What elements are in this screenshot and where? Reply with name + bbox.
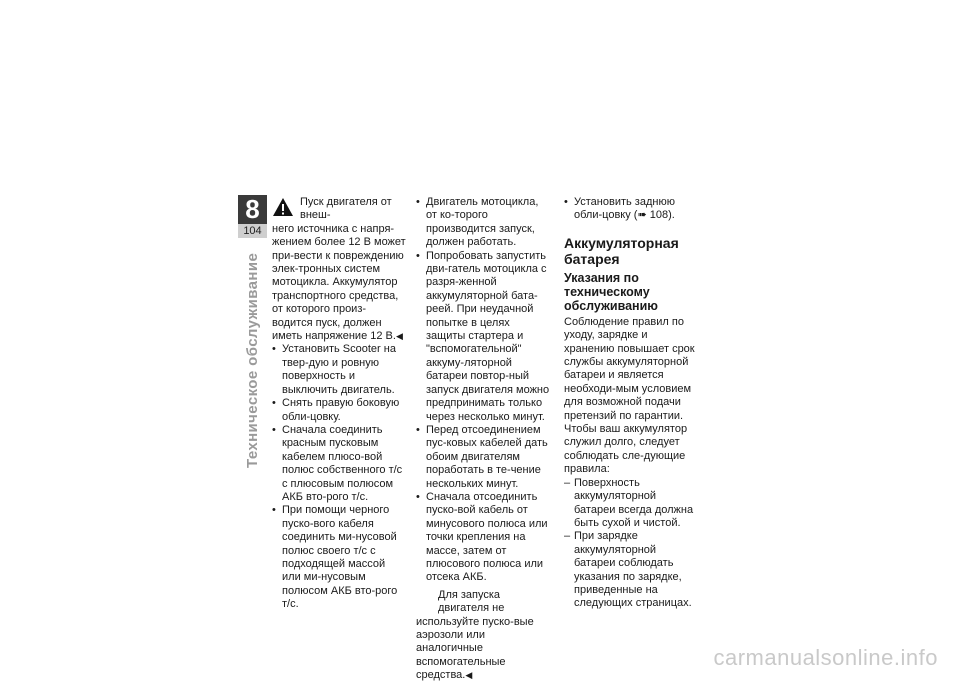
list-item: • Попробовать запустить дви-гатель мотоцикла с разря-женной аккумуляторной бата-реей. При неудачной попытке в целях защиты стартера и "вспомогательной" аккуму-ляторной батареи повтор-ный запуск двигателя можно предпринимать только через несколько минут. <box>416 249 550 423</box>
column-3 <box>564 196 700 611</box>
list-item: • Снять правую боковую обли-цовку. <box>272 397 400 423</box>
list-item: – При зарядке аккумуляторной батареи соблюдать указания по зарядке, приведенные на следующих страницах. <box>564 530 692 610</box>
chapter-tab <box>238 195 267 238</box>
subsection-heading: Указания по техническому обслуживанию <box>564 270 658 313</box>
watermark: carmanualsonline.info <box>713 645 938 670</box>
column-2 <box>416 196 552 683</box>
end-of-section-icon: ◀ <box>395 331 403 342</box>
section-title-vertical <box>238 240 267 470</box>
note-block <box>416 589 552 683</box>
note-indent <box>416 589 438 613</box>
list-item: • Перед отсоединением пус-ковых кабелей дать обоим двигателям поработать в те-чение нескольких минут. <box>416 423 548 490</box>
list-item: • Двигатель мотоцикла, от ко-торого производится запуск, должен работать. <box>416 196 539 249</box>
procedure-list-3 <box>564 196 700 223</box>
battery-care-paragraph: Соблюдение правил по уходу, зарядке и хранению повышает срок службы аккумуляторной батареи и является необходи-мым условием для возможной подачи претензий по гарантии. Чтобы ваш аккумулятор служил долго, следует соблюдать сле-дующие правила: <box>564 315 695 476</box>
page-reference-arrow-icon: ➠ <box>637 209 647 222</box>
chapter-number: 8 <box>238 195 267 224</box>
warning-triangle-icon <box>272 197 294 217</box>
warning-line-2: него источника с напря- <box>272 222 395 235</box>
list-item: • Сначала соединить красным пусковым кабелем плюсо-вой полюс собственного т/с с плюсовым полюсом АКБ вто-рого т/с. <box>272 423 403 503</box>
list-item: – Поверхность аккумуляторной батареи всегда должна быть сухой и чистой. <box>564 476 694 529</box>
column-1 <box>272 196 406 612</box>
warning-text: жением более 12 В может при-вести к повреждению элек-тронных систем мотоцикла. Аккумулятор транспортного средства, от которого произ-водится пуск, должен иметь напряжение 12 В.◀ <box>272 236 406 343</box>
list-item: • Сначала отсоединить пуско-вой кабель от минусового полюса или точки крепления на массе, затем от плюсового полюса или отсека АКБ. <box>416 490 548 584</box>
list-item: • Установить Scooter на твер-дую и ровную поверхность и выключить двигатель. <box>272 343 396 396</box>
warning-line-1: Пуск двигателя от внеш- <box>300 196 392 222</box>
warning-block <box>272 196 406 343</box>
section-title: Техническое обслуживание <box>243 252 261 468</box>
list-item: • Установить заднюю обли-цовку (➠ 108). <box>564 196 675 222</box>
battery-rules-list <box>564 477 700 611</box>
section-heading: Аккумуляторная батарея <box>564 234 679 267</box>
page-number: 104 <box>238 224 267 238</box>
procedure-list-2 <box>416 196 552 585</box>
list-item: • При помощи черного пуско-вого кабеля соединить ми-нусовой полюс своего т/с с подходящей массой или ми-нусовым полюсом АКБ вто-рого т/с. <box>272 504 398 611</box>
note-text: Для запуска двигателя не используйте пуско-вые аэрозоли или аналогичные вспомогательные средства.◀ <box>416 588 534 682</box>
end-of-section-icon: ◀ <box>465 670 473 681</box>
procedure-list-1 <box>272 343 406 611</box>
